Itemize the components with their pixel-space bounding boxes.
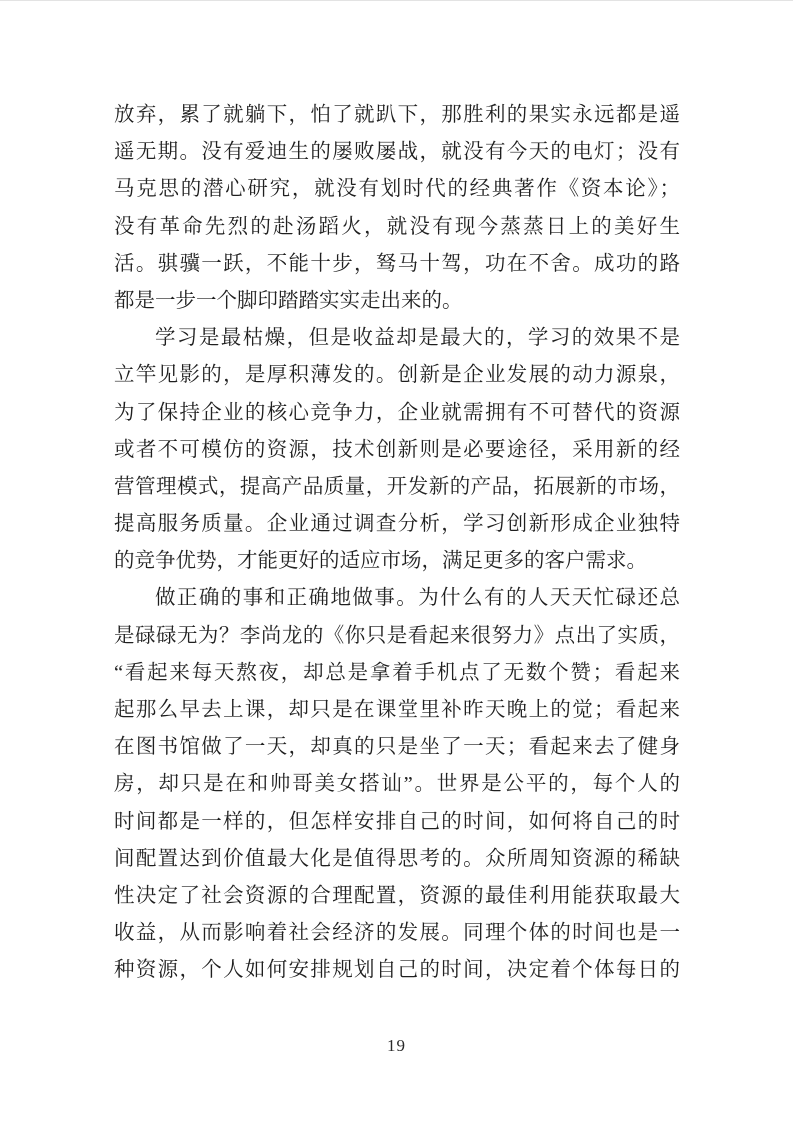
text-line: 时间都是一样的，但怎样安排自己的时间，如何将自己的时 bbox=[114, 810, 680, 833]
text-line: 种资源，个人如何安排规划自己的时间，决定着个体每日的 bbox=[114, 959, 680, 982]
page-number: 19 bbox=[387, 1036, 406, 1055]
text-line: 的竞争优势，才能更好的适应市场，满足更多的客户需求。 bbox=[114, 550, 647, 573]
text-line: 都是一步一个脚印踏踏实实走出来的。 bbox=[114, 289, 463, 312]
text-line: 为了保持企业的核心竞争力，企业就需拥有不可替代的资源 bbox=[114, 401, 680, 424]
text-line: 是碌碌无为？李尚龙的《你只是看起来很努力》点出了实质， bbox=[114, 624, 680, 647]
text-line: 立竿见影的，是厚积薄发的。创新是企业发展的动力源泉， bbox=[114, 364, 680, 387]
text-line: 房，却只是在和帅哥美女搭讪”。世界是公平的，每个人的 bbox=[114, 773, 680, 796]
text-line: 营管理模式，提高产品质量，开发新的产品，拓展新的市场， bbox=[114, 475, 680, 498]
paragraph bbox=[114, 320, 680, 580]
text-line: 或者不可模仿的资源，技术创新则是必要途径，采用新的经 bbox=[114, 438, 680, 461]
text-line: “看起来每天熬夜，却总是拿着手机点了无数个赞；看起来 bbox=[114, 661, 680, 684]
text-line: 遥无期。没有爱迪生的屡败屡战，就没有今天的电灯；没有 bbox=[114, 141, 680, 164]
text-line: 没有革命先烈的赴汤蹈火，就没有现今蒸蒸日上的美好生 bbox=[114, 215, 680, 238]
text-line: 活。骐骥一跃，不能十步，驽马十驾，功在不舍。成功的路 bbox=[114, 252, 680, 275]
text-line: 提高服务质量。企业通过调查分析，学习创新形成企业独特 bbox=[114, 513, 680, 536]
text-line: 放弃，累了就躺下，怕了就趴下，那胜利的果实永远都是遥 bbox=[114, 104, 680, 126]
text-line: 做正确的事和正确地做事。为什么有的人天天忙碌还总 bbox=[155, 587, 680, 610]
paragraph bbox=[114, 580, 680, 989]
text-line: 性决定了社会资源的合理配置，资源的最佳利用能获取最大 bbox=[114, 884, 680, 907]
page-top-edge bbox=[0, 0, 793, 1]
text-line: 马克思的潜心研究，就没有划时代的经典著作《资本论》； bbox=[114, 178, 680, 201]
text-block bbox=[114, 97, 680, 990]
text-line: 起那么早去上课，却只是在课堂里补昨天晚上的觉；看起来 bbox=[114, 699, 680, 721]
text-line: 间配置达到价值最大化是值得思考的。众所周知资源的稀缺 bbox=[114, 847, 680, 870]
text-line: 学习是最枯燥，但是收益却是最大的，学习的效果不是 bbox=[155, 327, 680, 350]
text-line: 收益，从而影响着社会经济的发展。同理个体的时间也是一 bbox=[114, 922, 680, 945]
page-footer bbox=[0, 1036, 793, 1056]
text-line: 在图书馆做了一天，却真的只是坐了一天；看起来去了健身 bbox=[114, 736, 680, 759]
paragraph bbox=[114, 97, 680, 320]
